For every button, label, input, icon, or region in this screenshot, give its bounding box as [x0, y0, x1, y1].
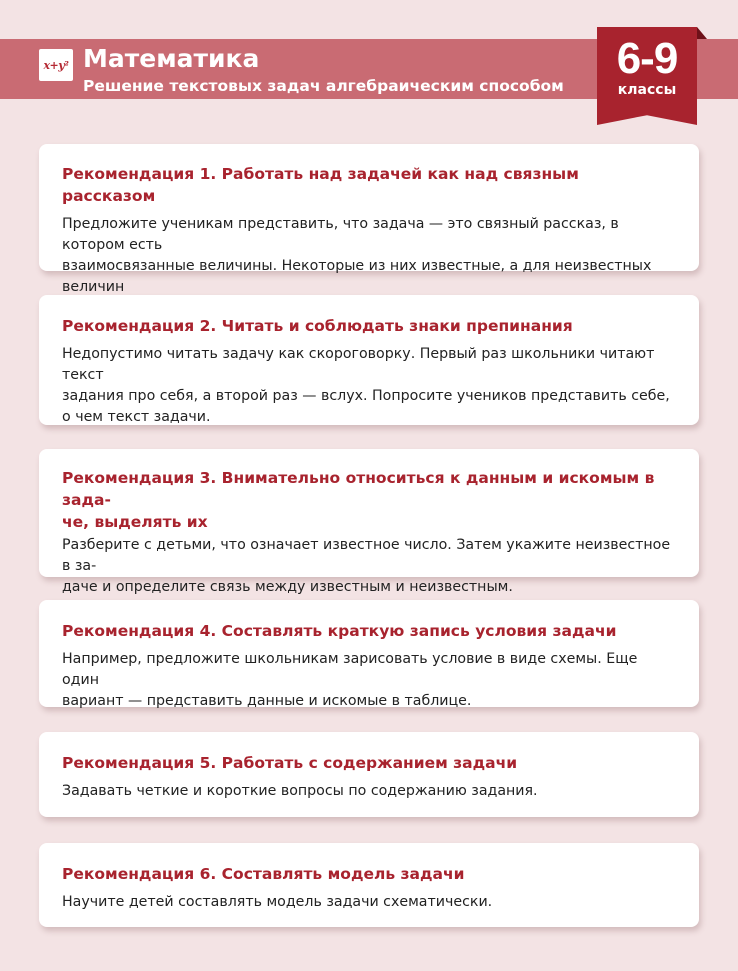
text-line: вариант — представить данные и искомые в таблице.: [62, 693, 472, 709]
recommendation-title: Рекомендация 6. Составлять модель задачи: [62, 865, 465, 883]
recommendation-text: [62, 892, 676, 913]
page-subtitle: Решение текстовых задач алгебраическим способом: [83, 77, 564, 95]
recommendation-title: Рекомендация 1. Работать над задачей как над связным рассказом: [62, 165, 579, 205]
grade-range: 6-9: [616, 34, 678, 83]
recommendation-card-6: [39, 843, 699, 927]
title-line: че, выделять их: [62, 513, 208, 531]
recommendation-text: [62, 535, 676, 598]
recommendation-card-5: [39, 732, 699, 817]
text-line: Предложите ученикам представить, что задача — это связный рассказ, в котором есть: [62, 216, 619, 253]
grade-label: классы: [617, 82, 677, 98]
recommendation-text: [62, 344, 676, 428]
recommendation-card-1: [39, 144, 699, 295]
text-line: Недопустимо читать задачу как скороговорку. Первый раз школьники читают текст: [62, 346, 655, 383]
math-logo-icon: [39, 49, 73, 81]
recommendation-card-3: [39, 449, 699, 595]
recommendation-text: [62, 781, 676, 802]
recommendation-card-2: [39, 295, 699, 425]
text-line: Разберите с детьми, что означает известное число. Затем укажите неизвестное в за-: [62, 537, 671, 574]
recommendation-title: Рекомендация 4. Составлять краткую запись условия задачи: [62, 622, 617, 640]
text-line: о чем текст задачи.: [62, 409, 211, 425]
recommendation-title: [62, 467, 676, 533]
ribbon-fold: [697, 27, 707, 39]
logo-text: x+y²: [43, 58, 69, 72]
recommendation-title: Рекомендация 2. Читать и соблюдать знаки препинания: [62, 317, 573, 335]
text-line: даче и определите связь между известным и неизвестным.: [62, 579, 513, 595]
text-line: Например, предложите школьникам зарисовать условие в виде схемы. Еще один: [62, 651, 638, 688]
text-line: задания про себя, а второй раз — вслух. Попросите учеников представить себе,: [62, 388, 670, 404]
page-title: Математика: [83, 44, 260, 73]
recommendation-card-4: [39, 600, 699, 707]
recommendation-text: [62, 649, 676, 712]
text-line: взаимосвязанные величины. Некоторые из них известные, а для неизвестных величин: [62, 258, 652, 295]
title-line: Рекомендация 3. Внимательно относиться к данным и искомым в зада-: [62, 469, 655, 509]
text-line: Задавать четкие и короткие вопросы по содержанию задания.: [62, 783, 538, 799]
recommendation-title: Рекомендация 5. Работать с содержанием задачи: [62, 754, 518, 772]
text-line: Научите детей составлять модель задачи схематически.: [62, 894, 493, 910]
